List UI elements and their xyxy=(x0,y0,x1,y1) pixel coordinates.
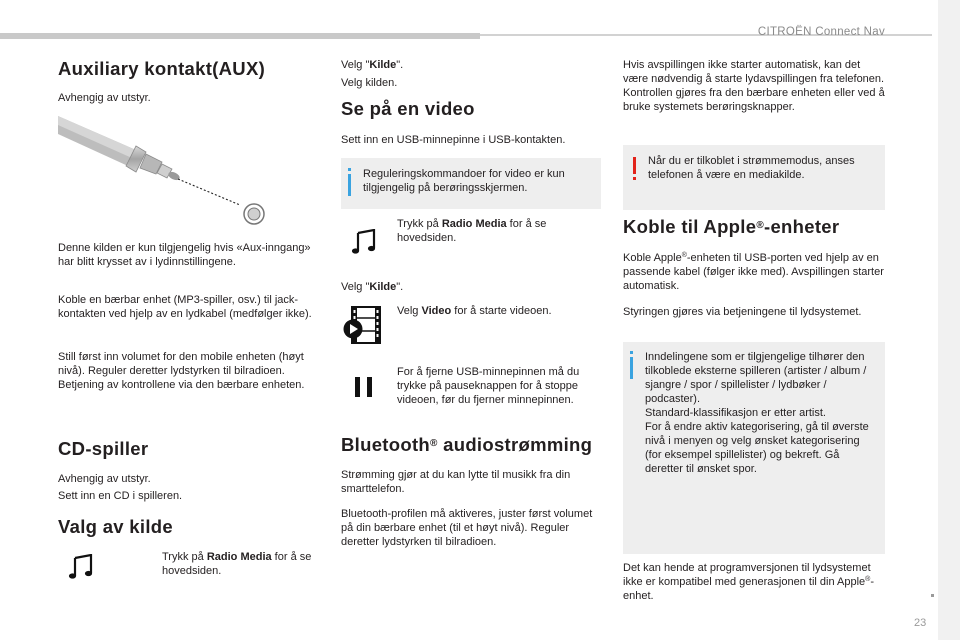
source-step xyxy=(58,550,314,584)
playback-info: Hvis avspillingen ikke starter automatisk, kan det være nødvendig å starte lydavspillingen fra telefonen. Kontrollen gjøres fra den bærbare enheten eller ved å bruke systemets berøringsknapper. xyxy=(623,59,885,113)
select-source-plain: Velg kilden. xyxy=(341,77,398,89)
aux-connect: Koble en bærbar enhet (MP3-spiller, osv.) til jack-kontakten ved hjelp av en lydkabel (medfølger ikke). xyxy=(58,294,312,320)
apple-connect: Koble Apple®-enheten til USB-porten ved hjelp av en passende kabel (følger ikke med). Avspillingen starter automatisk. xyxy=(623,252,884,292)
video-pause-step xyxy=(341,365,601,427)
video-usb-text: Sett inn en USB-minnepinne i USB-kontakten. xyxy=(341,134,566,146)
video-pause-text: For å fjerne USB-minnepinnen må du trykke på pauseknappen for å stoppe videoen, før du fjerner minnepinnen. xyxy=(397,366,580,406)
aux-volume: Still først inn volumet for den mobile enheten (høyt nivå). Reguler deretter lydstyrken til bilradioen. Betjening av kontrollene via den bærbare enheten. xyxy=(58,351,305,391)
cd-availability: Avhengig av utstyr. xyxy=(58,473,151,485)
video-title: Se på en video xyxy=(341,98,475,119)
header-title: CITROËN Connect Nav xyxy=(757,26,885,38)
bluetooth-title: Bluetooth® audiostrømming xyxy=(341,434,593,455)
apple-title: Koble til Apple®-enheter xyxy=(623,216,840,237)
source-press-text: Trykk på Radio Media for å se hovedsiden. xyxy=(162,551,312,577)
video-start-text: Velg Video for å starte videoen. xyxy=(397,305,552,317)
page-marker xyxy=(931,594,934,597)
aux-title: Auxiliary kontakt(AUX) xyxy=(58,58,266,79)
streaming-warning-note: Når du er tilkoblet i strømmemodus, anses telefonen å være en mediakilde. xyxy=(623,145,885,210)
header-bar-left xyxy=(0,33,480,39)
bluetooth-intro: Strømming gjør at du kan lytte til musikk fra din smarttelefon. xyxy=(341,469,571,495)
apple-controls: Styringen gjøres via betjeningene til lydsystemet. xyxy=(623,306,862,318)
video-press-text: Trykk på Radio Media for å se hovedsiden. xyxy=(397,218,547,244)
side-tab xyxy=(938,0,960,640)
video-press-step xyxy=(341,217,601,255)
cd-title: CD-spiller xyxy=(58,438,149,459)
select-source-text: Velg "Kilde". xyxy=(341,59,404,71)
page-number: 23 xyxy=(914,617,927,629)
bluetooth-profile: Bluetooth-profilen må aktiveres, juster først volumet på din bærbare enhet (til et høyt nivå). Reguler deretter lydstyrken til bilradioen. xyxy=(341,508,593,548)
music-note-icon[interactable] xyxy=(351,229,377,255)
apple-info-note: Inndelingene som er tilgjengelige tilhører den tilkoblede eksterne spilleren (artister / album / sjangre / spor / spillelister / lydbøker / podcaster). Standard-klassifikasjon er etter artist. For å endre aktiv kategorisering, gå til øverste nivå i menyen og velg ønsket kategorisering (for eksempel spillelister) og bekreft. Gå deretter til ønsket spor. xyxy=(623,342,885,554)
video-select-source: Velg "Kilde". xyxy=(341,281,404,293)
aux-availability: Avhengig av utstyr. xyxy=(58,92,151,104)
jack-plug-icon xyxy=(58,112,268,226)
info-icon xyxy=(630,351,633,354)
cd-insert: Sett inn en CD i spilleren. xyxy=(58,490,183,502)
music-note-icon[interactable] xyxy=(68,554,94,580)
video-info-note: Reguleringskommandoer for video er kun tilgjengelig på berøringsskjermen. xyxy=(341,158,601,209)
source-title: Valg av kilde xyxy=(58,516,173,537)
aux-note: Denne kilden er kun tilgjengelig hvis «Aux-inngang» har blitt krysset av i lydinnstillingene. xyxy=(58,242,311,268)
pause-icon[interactable] xyxy=(353,376,375,398)
video-icon[interactable] xyxy=(341,304,383,346)
apple-compatibility: Det kan hende at programversjonen til lydsystemet ikke er kompatibel med generasjonen til din Apple®-enhet. xyxy=(623,562,874,602)
video-start-step xyxy=(341,304,601,348)
warning-icon xyxy=(633,157,636,174)
info-icon xyxy=(348,168,351,171)
